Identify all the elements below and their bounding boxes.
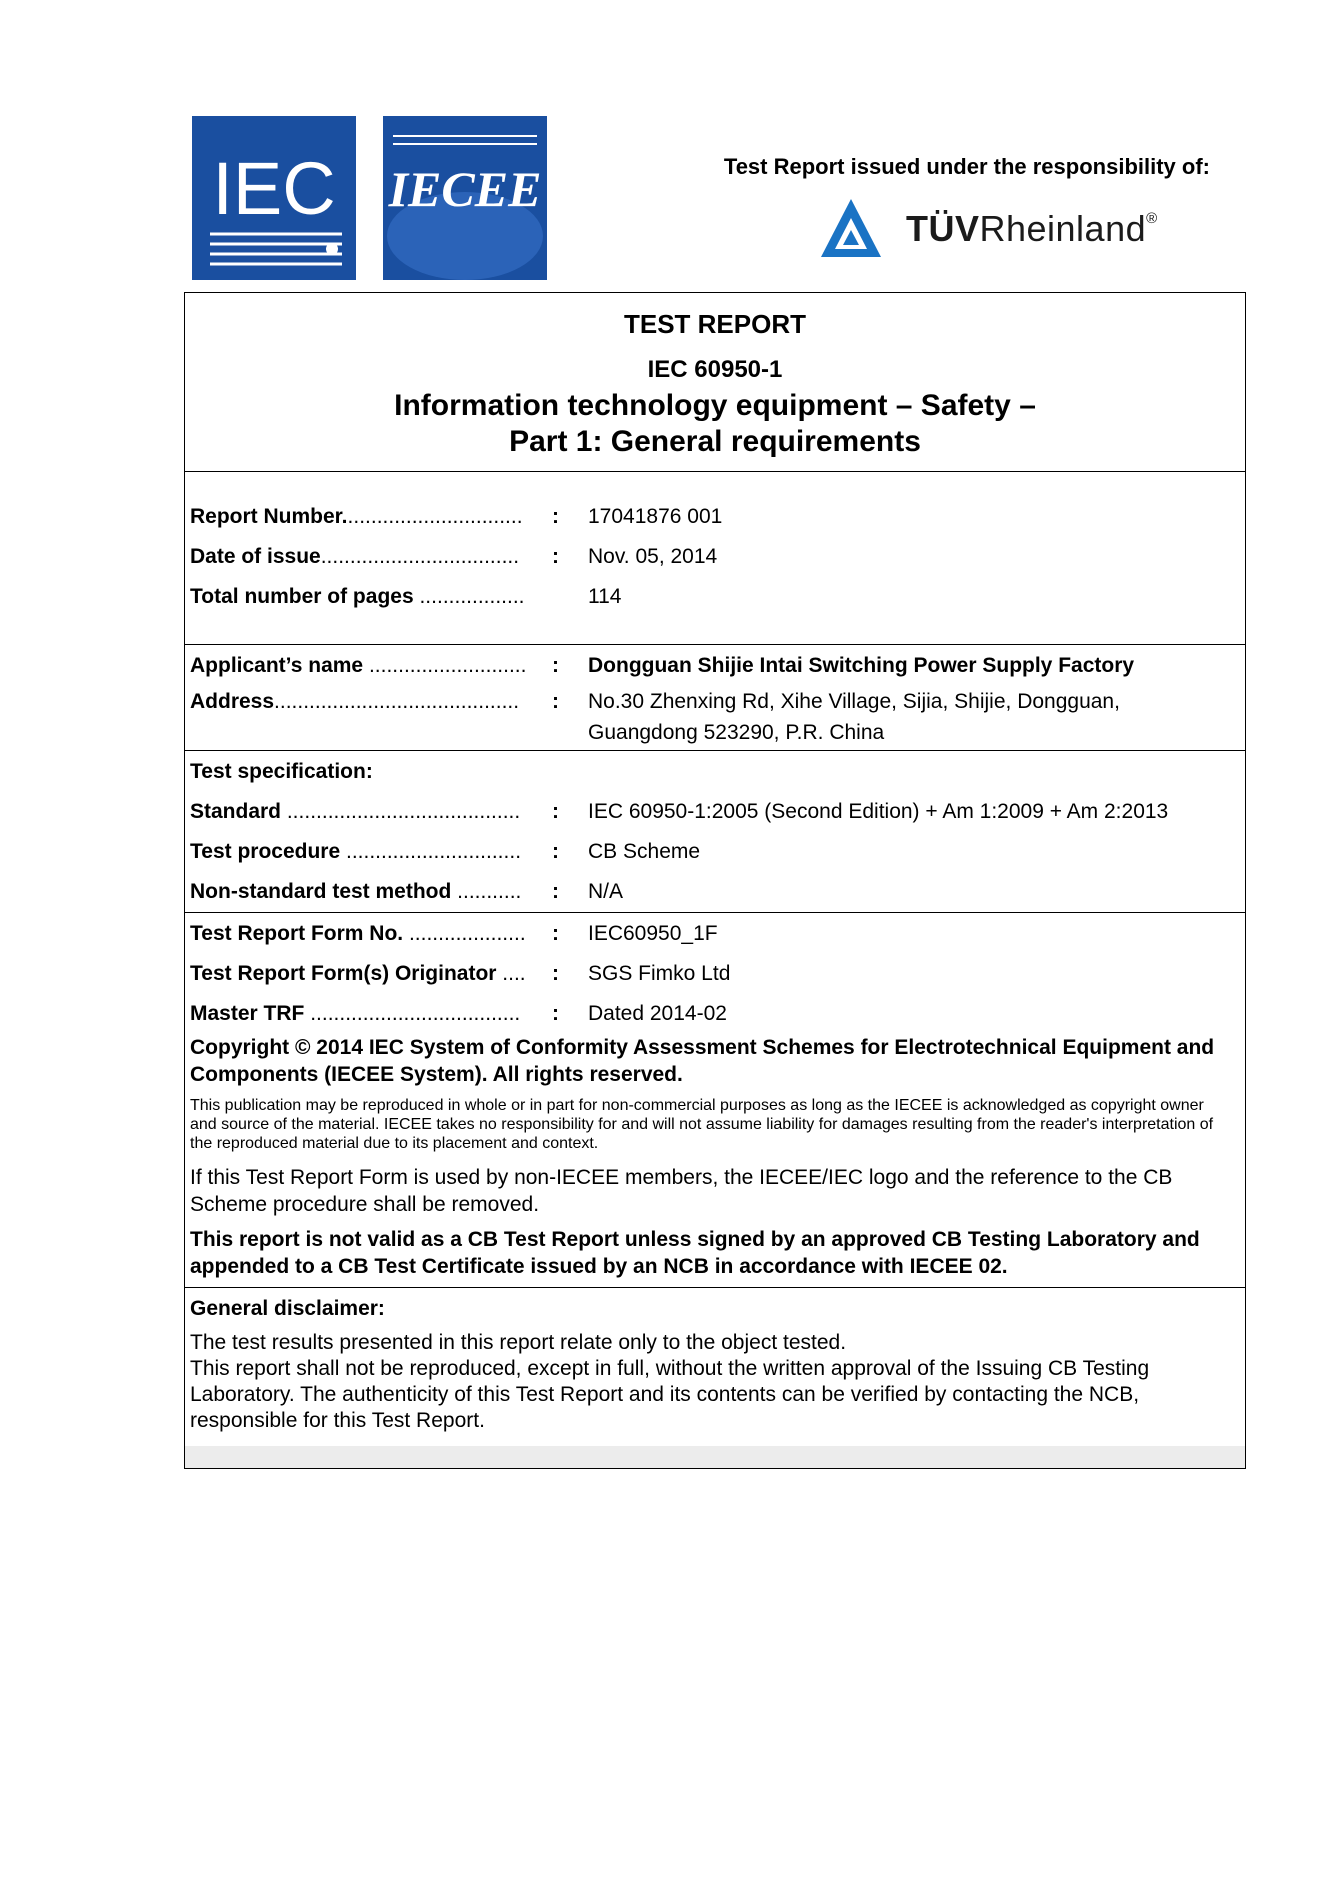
title-standard: IEC 60950-1 bbox=[647, 356, 783, 383]
colon: : bbox=[552, 962, 559, 985]
disclaimer-heading: General disclaimer: bbox=[190, 1297, 385, 1320]
pages-label: Total number of pages .................. bbox=[190, 585, 525, 608]
disclaimer-text bbox=[190, 1330, 1230, 1434]
report-title bbox=[184, 300, 1246, 460]
pages-value: 114 bbox=[588, 585, 622, 608]
address-line2: Guangdong 523290, P.R. China bbox=[588, 721, 885, 744]
iec-logo-text: IEC bbox=[212, 147, 336, 230]
title-test-report: TEST REPORT bbox=[623, 309, 806, 339]
report-number-label: Report Number............................... bbox=[190, 505, 523, 528]
nonstandard-row bbox=[190, 874, 1240, 910]
applicant-row bbox=[190, 648, 1240, 684]
tuv-brand-text: TÜVRheinland® bbox=[906, 208, 1158, 249]
colon: : bbox=[552, 654, 559, 677]
standard-label: Standard ........................................ bbox=[190, 800, 521, 823]
colon: : bbox=[552, 922, 559, 945]
date-value: Nov. 05, 2014 bbox=[588, 545, 718, 568]
master-trf-row bbox=[190, 996, 1240, 1032]
nonstandard-value: N/A bbox=[588, 880, 624, 903]
divider bbox=[184, 644, 1246, 645]
colon: : bbox=[552, 545, 559, 568]
tuv-rheinland-logo bbox=[818, 196, 1178, 260]
date-label: Date of issue.................................. bbox=[190, 545, 520, 568]
disclaimer-line2: This report shall not be reproduced, except in full, without the written approval of the Issuing CB Testing Laboratory. The authenticity of this Test Report and its contents can be verified by contacting the NCB, responsible for this Test Report. bbox=[190, 1357, 1150, 1432]
pages-row bbox=[190, 579, 1240, 615]
title-part: Part 1: General requirements bbox=[509, 425, 921, 458]
colon: : bbox=[552, 800, 559, 823]
date-row bbox=[190, 539, 1240, 575]
originator-label: Test Report Form(s) Originator .... bbox=[190, 962, 526, 985]
tuv-triangle-icon bbox=[818, 196, 884, 260]
standard-row bbox=[190, 794, 1240, 830]
colon: : bbox=[552, 505, 559, 528]
copyright-notice: Copyright © 2014 IEC System of Conformity Assessment Schemes for Electrotechnical Equipment and Components (IECEE System). All rights reserved. bbox=[190, 1036, 1215, 1086]
colon: : bbox=[552, 690, 559, 713]
originator-row bbox=[190, 956, 1240, 992]
originator-value: SGS Fimko Ltd bbox=[588, 962, 731, 985]
nonstandard-label: Non-standard test method ........... bbox=[190, 880, 522, 903]
procedure-label: Test procedure .............................. bbox=[190, 840, 522, 863]
iecee-logo-text: IECEE bbox=[388, 161, 542, 217]
title-subject: Information technology equipment – Safety – bbox=[394, 389, 1036, 422]
master-trf-value: Dated 2014-02 bbox=[588, 1002, 727, 1025]
form-no-label: Test Report Form No. .................... bbox=[190, 922, 526, 945]
divider bbox=[184, 471, 1246, 472]
responsibility-text: Test Report issued under the responsibility of: bbox=[723, 154, 1210, 179]
reproduction-notice: This publication may be reproduced in whole or in part for non-commercial purposes as long as the IECEE is acknowledged as copyright owner and source of the material. IECEE takes no responsibility for and will not assume liability for damages resulting from the reader's interpretation of the reproduced material due to its placement and context. bbox=[190, 1097, 1214, 1152]
report-number-row bbox=[190, 499, 1240, 535]
footer-bar bbox=[185, 1446, 1245, 1468]
divider bbox=[184, 1287, 1246, 1288]
non-iecee-notice: If this Test Report Form is used by non-IECEE members, the IECEE/IEC logo and the reference to the CB Scheme procedure shall be removed. bbox=[190, 1166, 1173, 1216]
address-line1: No.30 Zhenxing Rd, Xihe Village, Sijia, Shijie, Dongguan, bbox=[588, 690, 1120, 713]
procedure-row bbox=[190, 834, 1240, 870]
iec-logo bbox=[192, 116, 356, 280]
address-label: Address.......................................... bbox=[190, 690, 520, 713]
applicant-value: Dongguan Shijie Intai Switching Power Supply Factory bbox=[588, 654, 1135, 677]
applicant-label: Applicant’s name ........................... bbox=[190, 654, 527, 677]
divider bbox=[184, 912, 1246, 913]
form-no-row bbox=[190, 916, 1240, 952]
colon: : bbox=[552, 1002, 559, 1025]
test-spec-heading: Test specification: bbox=[190, 760, 373, 783]
form-no-value: IEC60950_1F bbox=[588, 922, 718, 945]
validity-notice: This report is not valid as a CB Test Report unless signed by an approved CB Testing Laboratory and appended to a CB Test Certificate issued by an NCB in accordance with IECEE 02. bbox=[190, 1228, 1200, 1278]
standard-value: IEC 60950-1:2005 (Second Edition) + Am 1:2009 + Am 2:2013 bbox=[588, 800, 1169, 823]
colon: : bbox=[552, 880, 559, 903]
disclaimer-line1: The test results presented in this report relate only to the object tested. bbox=[190, 1331, 847, 1354]
procedure-value: CB Scheme bbox=[588, 840, 701, 863]
report-number-value: 17041876 001 bbox=[588, 505, 723, 528]
master-trf-label: Master TRF .................................... bbox=[190, 1002, 521, 1025]
iecee-logo bbox=[383, 116, 547, 280]
colon: : bbox=[552, 840, 559, 863]
